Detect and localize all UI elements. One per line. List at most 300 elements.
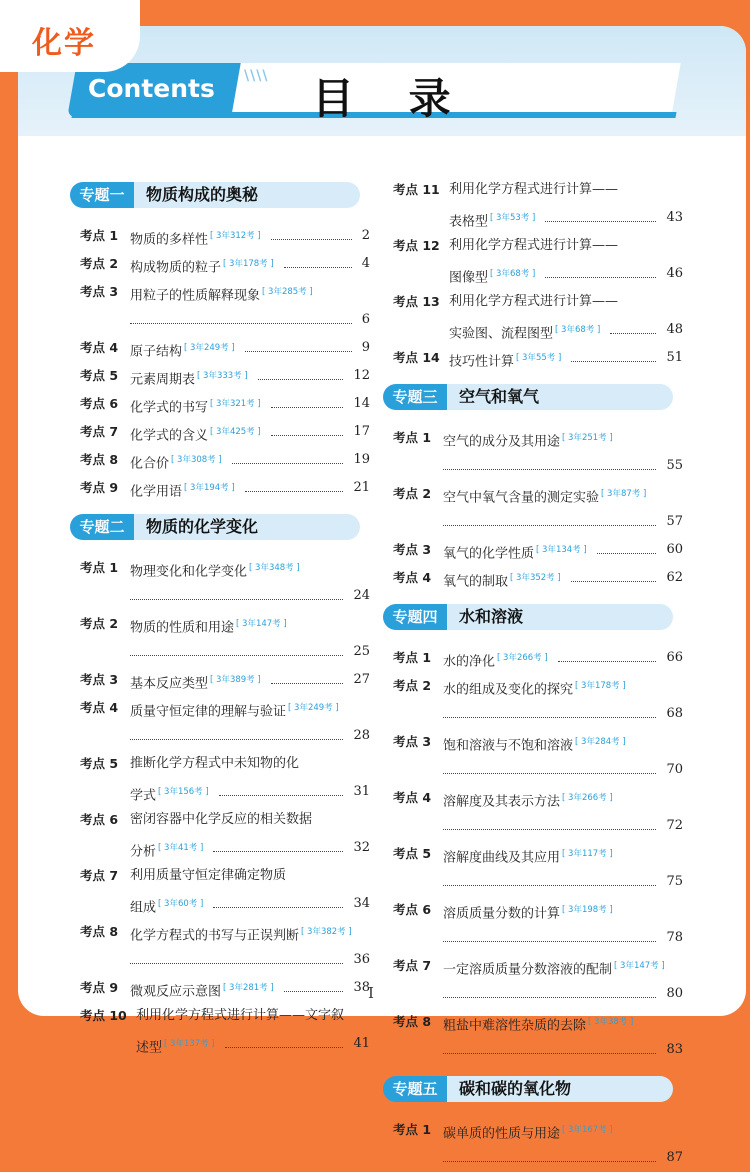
toc-row	[383, 452, 683, 480]
exam-count: [ 3年352考 ]	[510, 573, 561, 583]
leader-dots	[571, 344, 656, 372]
topic-title: 利用质量守恒定律确定物质	[130, 868, 287, 883]
subject-tab	[0, 0, 140, 72]
toc-row	[383, 756, 683, 784]
topic-title: 化学式的含义 [ 3年425考 ]	[130, 427, 261, 444]
topic-title: 物理变化和化学变化 [ 3年348考 ]	[130, 563, 300, 580]
toc-entry[interactable]	[383, 288, 683, 344]
exam-count: [ 3年178考 ]	[223, 259, 274, 269]
toc-row	[70, 946, 370, 974]
topic-number: 考点 7	[80, 868, 119, 883]
topic-number: 考点 5	[393, 846, 432, 861]
toc-row	[70, 418, 370, 446]
topic-number: 考点 14	[393, 350, 440, 365]
topic-title: 氧气的化学性质 [ 3年134考 ]	[443, 545, 587, 562]
topic-title: 推断化学方程式中未知物的化	[130, 756, 300, 771]
toc-row	[383, 980, 683, 1008]
toc-entry[interactable]	[383, 728, 683, 784]
section-name: 物质构成的奥秘	[134, 182, 360, 208]
topic-title: 用粒子的性质解释现象 [ 3年285考 ]	[130, 287, 313, 304]
page-ref: 34	[353, 896, 370, 911]
topic-number: 考点 2	[80, 256, 119, 271]
toc-row	[70, 554, 370, 582]
page-ref: 48	[666, 322, 683, 337]
toc-entry[interactable]	[70, 1002, 370, 1058]
topic-number: 考点 7	[80, 424, 119, 439]
toc-row	[383, 288, 683, 316]
topic-number: 考点 8	[80, 924, 119, 939]
section-name: 物质的化学变化	[134, 514, 360, 540]
page-ref: 2	[361, 228, 370, 243]
leader-dots	[271, 222, 352, 250]
topic-number: 考点 3	[80, 672, 119, 687]
toc-entry[interactable]	[70, 222, 370, 250]
toc-row	[70, 1030, 370, 1058]
page-ref: 17	[353, 424, 370, 439]
topic-title: 碳单质的性质与用途 [ 3年167考 ]	[443, 1125, 613, 1142]
page-ref: 36	[353, 952, 370, 967]
topic-title-cont: 表格型 [ 3年53考 ]	[449, 213, 536, 230]
topic-title: 空气中氧气含量的测定实验 [ 3年87考 ]	[443, 489, 647, 506]
topic-number: 考点 8	[80, 452, 119, 467]
leader-dots	[130, 638, 343, 666]
topic-number: 考点 7	[393, 958, 432, 973]
leader-dots	[232, 446, 344, 474]
toc-entry[interactable]	[70, 278, 370, 334]
toc-entry[interactable]	[383, 952, 683, 1008]
page-ref: 38	[353, 980, 370, 995]
toc-row	[383, 952, 683, 980]
toc-entry[interactable]	[383, 672, 683, 728]
leader-dots	[610, 316, 656, 344]
topic-title-cont: 图像型 [ 3年68考 ]	[449, 269, 536, 286]
toc-row	[70, 750, 370, 778]
leader-dots	[245, 474, 344, 502]
toc-row	[383, 728, 683, 756]
toc-entry[interactable]	[383, 232, 683, 288]
section-tag: 专题二	[70, 514, 134, 540]
page-ref: 14	[353, 396, 370, 411]
topic-title: 利用化学方程式进行计算——	[449, 182, 619, 197]
contents-label: Contents	[88, 74, 215, 103]
toc-entry[interactable]	[383, 840, 683, 896]
page-ref: 62	[666, 570, 683, 585]
topic-number: 考点 1	[80, 560, 119, 575]
toc-entry[interactable]	[383, 784, 683, 840]
topic-number: 考点 8	[393, 1014, 432, 1029]
exam-count: [ 3年60考 ]	[158, 899, 204, 909]
toc-row	[383, 316, 683, 344]
leader-dots	[443, 452, 656, 480]
section-header	[70, 514, 370, 542]
toc-row	[70, 474, 370, 502]
topic-title: 构成物质的粒子 [ 3年178考 ]	[130, 259, 274, 276]
page-ref: 68	[666, 706, 683, 721]
toc-row	[70, 806, 370, 834]
toc-entry[interactable]	[70, 694, 370, 750]
toc-entry[interactable]	[70, 362, 370, 390]
page-ref: 27	[353, 672, 370, 687]
exam-count: [ 3年41考 ]	[158, 843, 204, 853]
page-title: 目 录	[312, 74, 471, 123]
toc-row	[383, 1144, 683, 1172]
toc-entry[interactable]	[383, 644, 683, 672]
page-ref: 46	[666, 266, 683, 281]
page-ref: 24	[353, 588, 370, 603]
leader-dots	[443, 924, 656, 952]
topic-number: 考点 1	[393, 430, 432, 445]
topic-title: 质量守恒定律的理解与验证 [ 3年249考 ]	[130, 703, 339, 720]
page-ref: 31	[353, 784, 370, 799]
topic-title: 原子结构 [ 3年249考 ]	[130, 343, 235, 360]
toc-entry[interactable]	[70, 666, 370, 694]
topic-number: 考点 13	[393, 294, 440, 309]
toc-row	[383, 784, 683, 812]
exam-count: [ 3年266考 ]	[497, 653, 548, 663]
toc-entry[interactable]	[70, 750, 370, 806]
toc-row	[383, 176, 683, 204]
topic-number: 考点 4	[80, 700, 119, 715]
toc-row	[383, 204, 683, 232]
toc-row	[383, 232, 683, 260]
toc-entry[interactable]	[383, 424, 683, 480]
leader-dots	[571, 564, 657, 592]
toc-row	[70, 974, 370, 1002]
leader-dots	[443, 980, 656, 1008]
section-header	[70, 182, 370, 210]
exam-count: [ 3年117考 ]	[562, 849, 613, 859]
topic-title: 化学用语 [ 3年194考 ]	[130, 483, 235, 500]
topic-title: 溶解度曲线及其应用 [ 3年117考 ]	[443, 849, 613, 866]
right-column	[383, 176, 683, 1172]
exam-count: [ 3年53考 ]	[490, 213, 536, 223]
exam-count: [ 3年38考 ]	[588, 1017, 634, 1027]
topic-title: 一定溶质质量分数溶液的配制 [ 3年147考 ]	[443, 961, 665, 978]
toc-entry[interactable]	[383, 344, 683, 372]
leader-dots	[258, 362, 344, 390]
toc-entry[interactable]	[70, 390, 370, 418]
exam-count: [ 3年251考 ]	[562, 433, 613, 443]
topic-number: 考点 1	[80, 228, 119, 243]
leader-dots	[545, 204, 656, 232]
toc-row	[70, 778, 370, 806]
toc-row	[383, 700, 683, 728]
leader-dots	[597, 536, 657, 564]
leader-dots	[213, 890, 343, 918]
topic-title: 水的组成及变化的探究 [ 3年178考 ]	[443, 681, 626, 698]
leader-dots	[130, 722, 343, 750]
toc-entry[interactable]	[383, 896, 683, 952]
topic-number: 考点 1	[393, 650, 432, 665]
section-tag: 专题四	[383, 604, 447, 630]
page-ref: 12	[353, 368, 370, 383]
toc-entry[interactable]	[70, 554, 370, 610]
toc-entry[interactable]	[70, 250, 370, 278]
section-header	[383, 384, 683, 412]
page-ref: 25	[353, 644, 370, 659]
toc-row	[70, 890, 370, 918]
page-ref: 70	[666, 762, 683, 777]
leader-dots	[443, 812, 656, 840]
exam-count: [ 3年68考 ]	[555, 325, 601, 335]
section-header	[383, 604, 683, 632]
topic-title: 氧气的制取 [ 3年352考 ]	[443, 573, 561, 590]
topic-title: 化学式的书写 [ 3年321考 ]	[130, 399, 261, 416]
page-number: I	[368, 984, 374, 1002]
leader-dots	[558, 644, 657, 672]
toc-entry[interactable]	[70, 334, 370, 362]
toc-entry[interactable]	[70, 418, 370, 446]
exam-count: [ 3年167考 ]	[562, 1125, 613, 1135]
page-ref: 51	[666, 350, 683, 365]
leader-dots	[443, 756, 656, 784]
toc-row	[70, 1002, 370, 1030]
topic-title: 微观反应示意图 [ 3年281考 ]	[130, 983, 274, 1000]
topic-title: 基本反应类型 [ 3年389考 ]	[130, 675, 261, 692]
exam-count: [ 3年178考 ]	[575, 681, 626, 691]
toc-row	[70, 250, 370, 278]
exam-count: [ 3年333考 ]	[197, 371, 248, 381]
leader-dots	[213, 834, 343, 862]
leader-dots	[271, 666, 344, 694]
toc-row	[383, 536, 683, 564]
leader-dots	[443, 508, 656, 536]
toc-row	[70, 306, 370, 334]
page-ref: 83	[666, 1042, 683, 1057]
page-ref: 57	[666, 514, 683, 529]
toc-row	[383, 644, 683, 672]
page-ref: 6	[361, 312, 370, 327]
topic-title: 元素周期表 [ 3年333考 ]	[130, 371, 248, 388]
exam-count: [ 3年134考 ]	[536, 545, 587, 555]
toc-row	[70, 334, 370, 362]
leader-dots	[130, 306, 352, 334]
topic-title-cont: 分析 [ 3年41考 ]	[130, 843, 204, 860]
toc-row	[383, 1116, 683, 1144]
topic-number: 考点 6	[393, 902, 432, 917]
page-ref: 75	[666, 874, 683, 889]
exam-count: [ 3年321考 ]	[210, 399, 261, 409]
toc-entry[interactable]	[383, 1008, 683, 1064]
toc-row	[70, 722, 370, 750]
banner-divider	[18, 136, 746, 156]
toc-entry[interactable]	[70, 806, 370, 862]
toc-entry[interactable]	[383, 1116, 683, 1172]
toc-entry[interactable]	[70, 974, 370, 1002]
toc-row	[70, 666, 370, 694]
leader-dots	[130, 946, 343, 974]
topic-number: 考点 9	[80, 980, 119, 995]
exam-count: [ 3年348考 ]	[249, 563, 300, 573]
page-ref: 72	[666, 818, 683, 833]
topic-title: 粗盐中难溶性杂质的去除 [ 3年38考 ]	[443, 1017, 634, 1034]
toc-entry[interactable]	[70, 862, 370, 918]
toc-row	[383, 508, 683, 536]
stripes-decoration: \\\\	[244, 68, 269, 84]
toc-row	[383, 480, 683, 508]
topic-title: 技巧性计算 [ 3年55考 ]	[449, 353, 562, 370]
leader-dots	[271, 390, 344, 418]
exam-count: [ 3年389考 ]	[210, 675, 261, 685]
toc-row	[383, 344, 683, 372]
page-ref: 41	[353, 1036, 370, 1051]
exam-count: [ 3年312考 ]	[210, 231, 261, 241]
topic-number: 考点 2	[393, 486, 432, 501]
toc-row	[383, 564, 683, 592]
topic-number: 考点 10	[80, 1008, 127, 1023]
exam-count: [ 3年68考 ]	[490, 269, 536, 279]
exam-count: [ 3年137考 ]	[164, 1039, 215, 1049]
topic-number: 考点 2	[80, 616, 119, 631]
topic-number: 考点 4	[393, 790, 432, 805]
toc-row	[383, 424, 683, 452]
toc-entry[interactable]	[70, 446, 370, 474]
page-ref: 28	[353, 728, 370, 743]
leader-dots	[284, 250, 352, 278]
toc-row	[383, 840, 683, 868]
leader-dots	[545, 260, 656, 288]
page-ref: 55	[666, 458, 683, 473]
leader-dots	[443, 1144, 656, 1172]
section-name: 空气和氧气	[447, 384, 673, 410]
topic-title: 利用化学方程式进行计算——文字叙	[136, 1008, 345, 1023]
leader-dots	[219, 778, 344, 806]
toc-row	[383, 260, 683, 288]
toc-row	[383, 1036, 683, 1064]
toc-row	[70, 582, 370, 610]
toc-row	[70, 862, 370, 890]
topic-number: 考点 6	[80, 812, 119, 827]
topic-number: 考点 9	[80, 480, 119, 495]
toc-row	[383, 672, 683, 700]
toc-row	[70, 222, 370, 250]
exam-count: [ 3年55考 ]	[516, 353, 562, 363]
page-ref: 21	[353, 480, 370, 495]
topic-number: 考点 4	[80, 340, 119, 355]
page-ref: 80	[666, 986, 683, 1001]
toc-entry[interactable]	[383, 480, 683, 536]
toc-row	[70, 834, 370, 862]
exam-count: [ 3年425考 ]	[210, 427, 261, 437]
topic-title: 物质的性质和用途 [ 3年147考 ]	[130, 619, 287, 636]
leader-dots	[245, 334, 352, 362]
topic-number: 考点 2	[393, 678, 432, 693]
toc-row	[70, 610, 370, 638]
topic-number: 考点 12	[393, 238, 440, 253]
page-ref: 4	[361, 256, 370, 271]
toc-row	[70, 638, 370, 666]
topic-number: 考点 6	[80, 396, 119, 411]
exam-count: [ 3年382考 ]	[301, 927, 352, 937]
toc-entry[interactable]	[70, 610, 370, 666]
topic-number: 考点 3	[80, 284, 119, 299]
toc-row	[70, 278, 370, 306]
topic-title: 化学方程式的书写与正误判断 [ 3年382考 ]	[130, 927, 352, 944]
section-gap	[383, 1064, 683, 1076]
exam-count: [ 3年266考 ]	[562, 793, 613, 803]
leader-dots	[130, 582, 343, 610]
leader-dots	[225, 1030, 344, 1058]
topic-title: 物质的多样性 [ 3年312考 ]	[130, 231, 261, 248]
section-name: 碳和碳的氧化物	[447, 1076, 673, 1102]
topic-title: 饱和溶液与不饱和溶液 [ 3年284考 ]	[443, 737, 626, 754]
topic-title: 化合价 [ 3年308考 ]	[130, 455, 222, 472]
page-ref: 78	[666, 930, 683, 945]
toc-row	[383, 1008, 683, 1036]
exam-count: [ 3年147考 ]	[236, 619, 287, 629]
exam-count: [ 3年285考 ]	[262, 287, 313, 297]
leader-dots	[271, 418, 344, 446]
topic-number: 考点 3	[393, 734, 432, 749]
page-ref: 66	[666, 650, 683, 665]
toc-row	[70, 694, 370, 722]
topic-number: 考点 11	[393, 182, 440, 197]
leader-dots	[443, 700, 656, 728]
topic-number: 考点 5	[80, 368, 119, 383]
section-name: 水和溶液	[447, 604, 673, 630]
section-tag: 专题一	[70, 182, 134, 208]
topic-title-cont: 实验图、流程图型 [ 3年68考 ]	[449, 325, 601, 342]
page-ref: 87	[666, 1150, 683, 1165]
toc-row	[70, 362, 370, 390]
subject-label: 化学	[32, 26, 96, 61]
topic-number: 考点 1	[393, 1122, 432, 1137]
topic-title: 水的净化 [ 3年266考 ]	[443, 653, 548, 670]
toc-entry[interactable]	[383, 564, 683, 592]
exam-count: [ 3年147考 ]	[614, 961, 665, 971]
leader-dots	[443, 868, 656, 896]
toc-entry[interactable]	[383, 176, 683, 232]
page-ref: 60	[666, 542, 683, 557]
toc-row	[70, 918, 370, 946]
section-tag: 专题三	[383, 384, 447, 410]
exam-count: [ 3年281考 ]	[223, 983, 274, 993]
left-column	[70, 182, 370, 1058]
topic-title: 利用化学方程式进行计算——	[449, 238, 619, 253]
toc-row	[70, 446, 370, 474]
topic-title: 溶解度及其表示方法 [ 3年266考 ]	[443, 793, 613, 810]
exam-count: [ 3年284考 ]	[575, 737, 626, 747]
topic-number: 考点 3	[393, 542, 432, 557]
page-ref: 32	[353, 840, 370, 855]
topic-title-cont: 学式 [ 3年156考 ]	[130, 787, 209, 804]
page-ref: 9	[361, 340, 370, 355]
topic-title-cont: 述型 [ 3年137考 ]	[136, 1039, 215, 1056]
topic-title: 密闭容器中化学反应的相关数据	[130, 812, 313, 827]
toc-row	[383, 868, 683, 896]
topic-title-cont: 组成 [ 3年60考 ]	[130, 899, 204, 916]
toc-row	[383, 896, 683, 924]
toc-row	[383, 812, 683, 840]
toc-entry[interactable]	[70, 918, 370, 974]
exam-count: [ 3年194考 ]	[184, 483, 235, 493]
section-tag: 专题五	[383, 1076, 447, 1102]
page-ref: 19	[353, 452, 370, 467]
toc-entry[interactable]	[70, 474, 370, 502]
section-header	[383, 1076, 683, 1104]
exam-count: [ 3年249考 ]	[288, 703, 339, 713]
topic-title: 利用化学方程式进行计算——	[449, 294, 619, 309]
exam-count: [ 3年156考 ]	[158, 787, 209, 797]
toc-row	[70, 390, 370, 418]
exam-count: [ 3年87考 ]	[601, 489, 647, 499]
topic-title: 溶质质量分数的计算 [ 3年198考 ]	[443, 905, 613, 922]
page-ref: 43	[666, 210, 683, 225]
toc-entry[interactable]	[383, 536, 683, 564]
leader-dots	[284, 974, 344, 1002]
topic-title: 空气的成分及其用途 [ 3年251考 ]	[443, 433, 613, 450]
topic-number: 考点 4	[393, 570, 432, 585]
